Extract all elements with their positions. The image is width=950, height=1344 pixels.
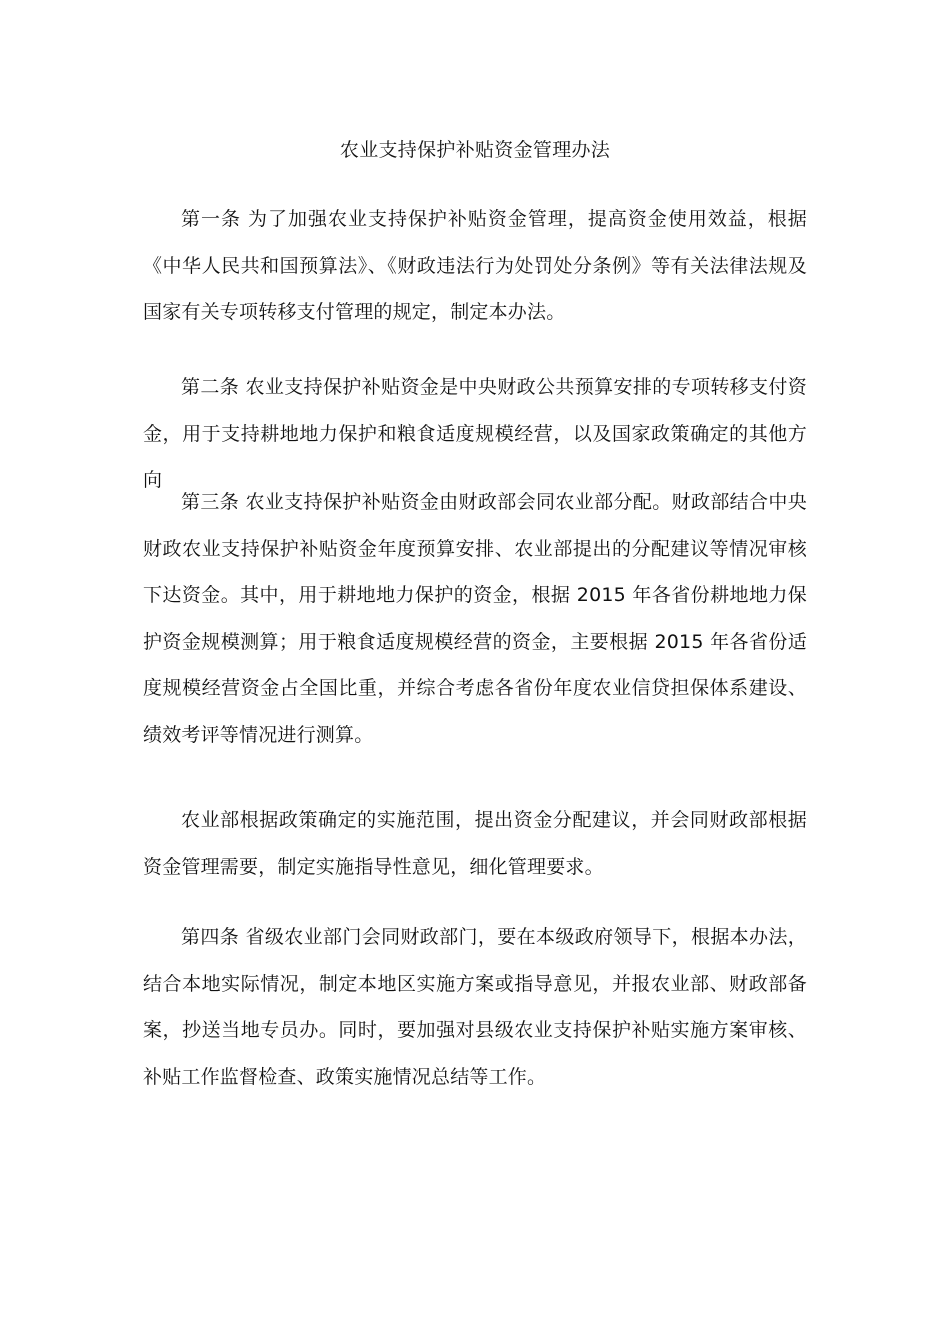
document-title: 农业支持保护补贴资金管理办法 — [339, 139, 611, 161]
article-1-paragraph: 第一条 为了加强农业支持保护补贴资金管理，提高资金使用效益，根据《中华人民共和国预算法》、《财政违法行为处罚处分条例》等有关法律法规及国家有关专项转移支付管理的规定，制定本办法。 — [143, 208, 807, 323]
article-3-paragraph: 第三条 农业支持保护补贴资金由财政部会同农业部分配。财政部结合中央财政农业支持保护补贴资金年度预算安排、农业部提出的分配建议等情况审核下达资金。其中，用于耕地地力保护的资金，根据 2015 年各省份耕地地力保护资金规模测算；用于粮食适度规模经营的资金，主要根据 2015 年各省份适度规模经营资金占全国比重，并综合考虑各省份年度农业信贷担保体系建设、绩效考评等情况进行测算。 — [143, 491, 807, 746]
article-3-supplement-paragraph: 农业部根据政策确定的实施范围，提出资金分配建议，并会同财政部根据资金管理需要，制定实施指导性意见，细化管理要求。 — [143, 809, 807, 878]
article-2-paragraph: 第二条 农业支持保护补贴资金是中央财政公共预算安排的专项转移支付资金，用于支持耕地地力保护和粮食适度规模经营，以及国家政策确定的其他方向 — [143, 376, 807, 491]
article-4-paragraph: 第四条 省级农业部门会同财政部门，要在本级政府领导下，根据本办法，结合本地实际情况，制定本地区实施方案或指导意见，并报农业部、财政部备案，抄送当地专员办。同时，要加强对县级农业支持保护补贴实施方案审核、补贴工作监督检查、政策实施情况总结等工作。 — [143, 926, 807, 1088]
